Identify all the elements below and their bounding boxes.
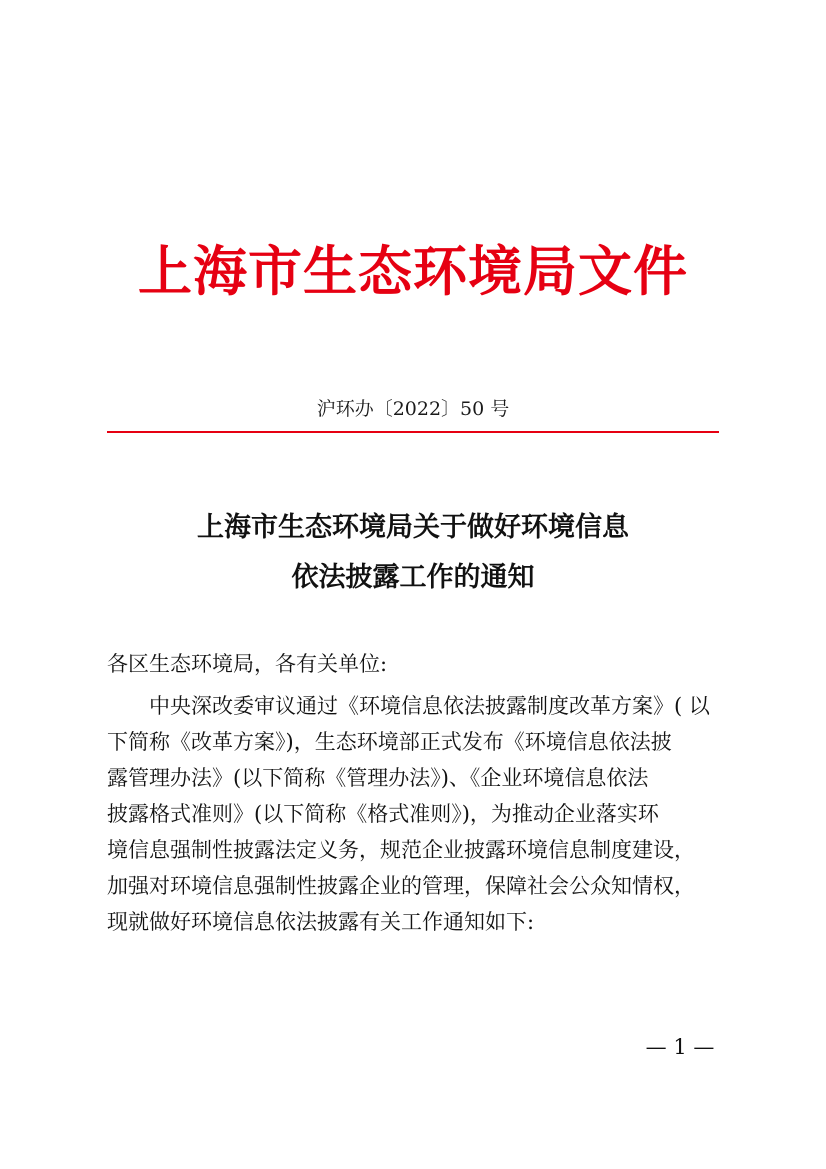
paragraph-line: 加强对环境信息强制性披露企业的管理，保障社会公众知情权，: [107, 874, 695, 898]
salutation: 各区生态环境局，各有关单位:: [107, 652, 388, 676]
paragraph-line: 境信息强制性披露法定义务，规范企业披露环境信息制度建设，: [107, 838, 695, 862]
paragraph-line: 下简称《改革方案》)，生态环境部正式发布《环境信息依法披: [107, 730, 672, 754]
paragraph-line: 露管理办法》(以下简称《管理办法》)、《企业环境信息依法: [107, 766, 649, 790]
document-number: 沪环办〔2022〕50 号: [316, 398, 510, 420]
paragraph-line: 现就做好环境信息依法披露有关工作通知如下:: [107, 910, 535, 934]
paragraph-line: 披露格式准则》(以下简称《格式准则》)，为推动企业落实环: [107, 802, 659, 826]
header-divider-line: [107, 431, 719, 433]
document-header-title: 上海市生态环境局文件: [138, 240, 688, 303]
page-number: — 1 —: [645, 1035, 715, 1059]
document-title-line-2: 依法披露工作的通知: [291, 562, 535, 593]
paragraph-line: 中央深改委审议通过《环境信息依法披露制度改革方案》( 以: [149, 694, 710, 718]
document-title-line-1: 上海市生态环境局关于做好环境信息: [197, 512, 629, 543]
